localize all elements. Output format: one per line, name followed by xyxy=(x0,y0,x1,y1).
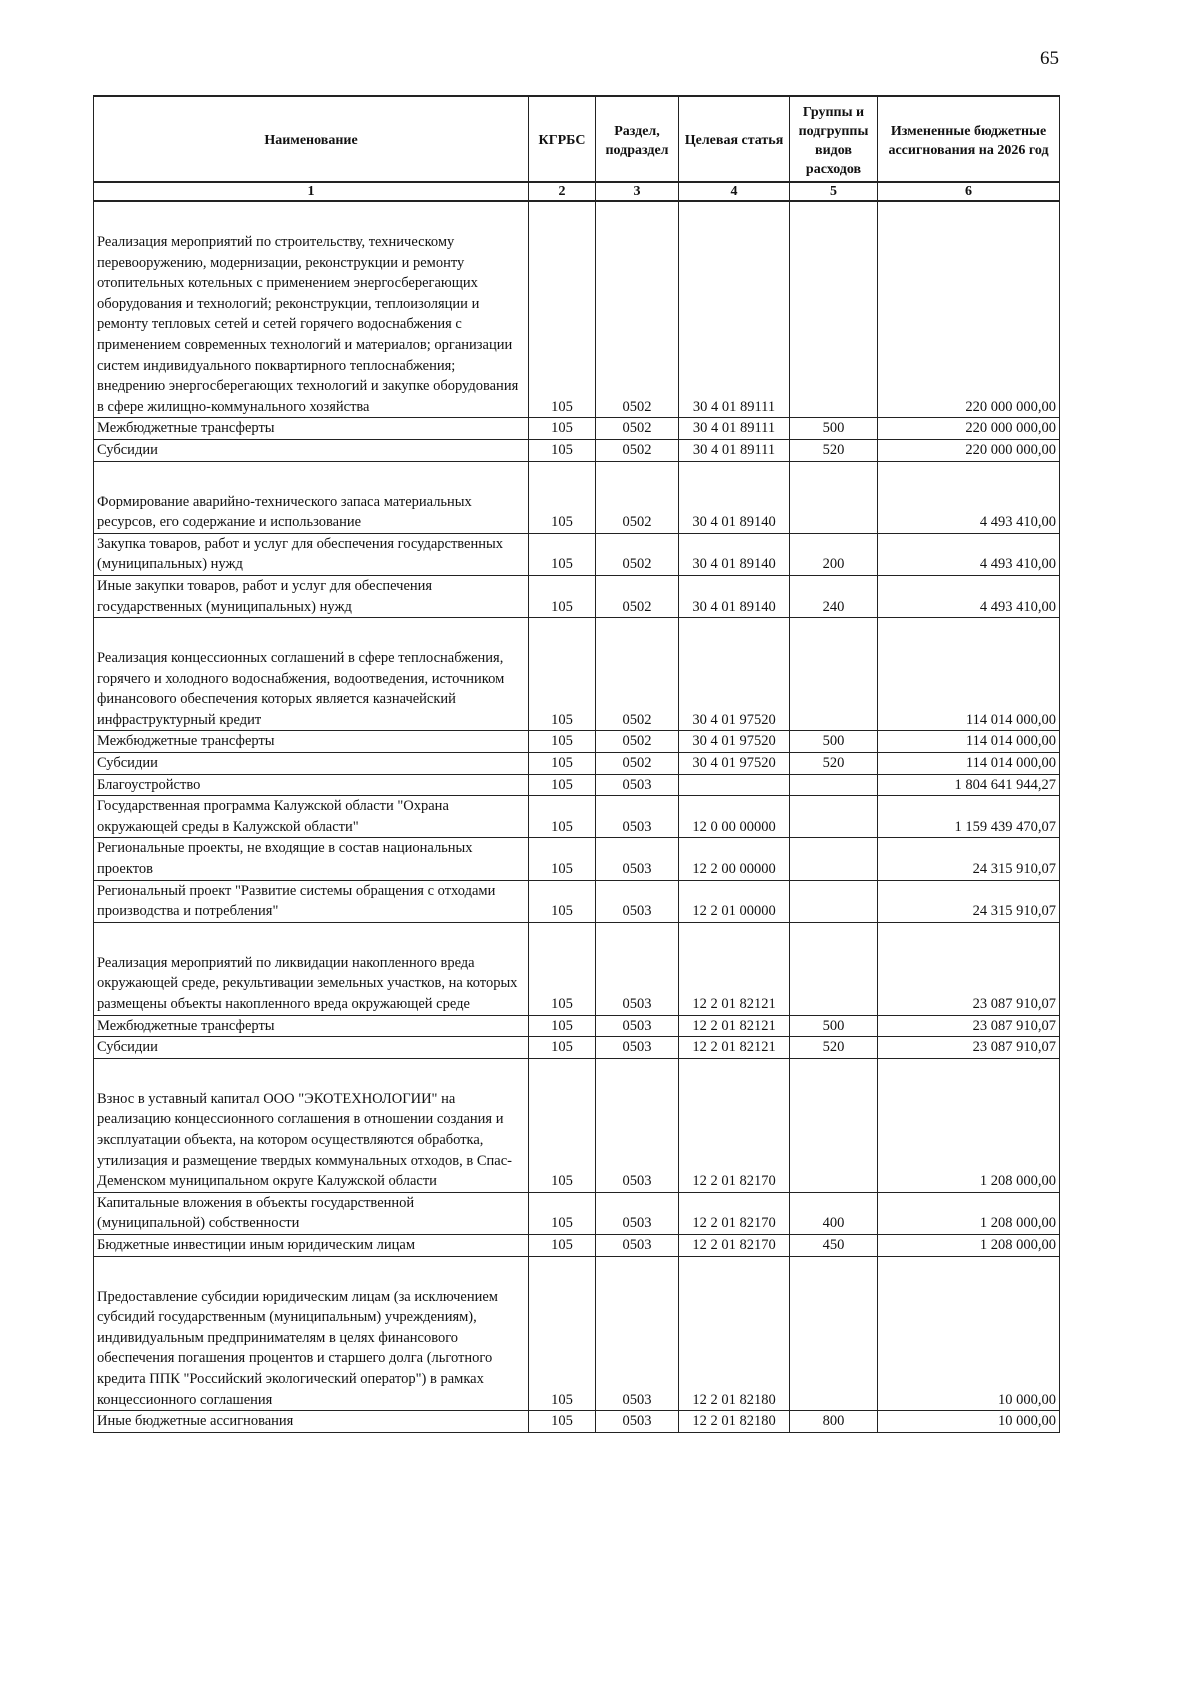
row-name: Реализация мероприятий по ликвидации накопленного вреда окружающей среде, рекультивации земельных участков, на которых размещены объекты накопленного вреда окружающей среде xyxy=(94,953,529,1015)
row-group: 500 xyxy=(790,418,878,440)
row-kgrbs: 105 xyxy=(529,232,596,418)
row-name: Формирование аварийно-технического запаса материальных ресурсов, его содержание и использование xyxy=(94,492,529,534)
row-amount: 23 087 910,07 xyxy=(878,1037,1060,1059)
row-name: Межбюджетные трансферты xyxy=(94,418,529,440)
row-section: 0502 xyxy=(596,648,679,731)
row-name: Реализация концессионных соглашений в сфере теплоснабжения, горячего и холодного водоснабжения, водоотведения, источником финансового обеспечения которых является казначейский инфраструктурный кредит xyxy=(94,648,529,731)
header-kgrbs: КГРБС xyxy=(529,96,596,182)
row-section: 0503 xyxy=(596,796,679,838)
row-section: 0502 xyxy=(596,232,679,418)
row-target: 12 2 01 00000 xyxy=(679,880,790,922)
column-number: 3 xyxy=(596,182,679,201)
header-name: Наименование xyxy=(94,96,529,182)
table-row xyxy=(94,838,1060,880)
row-amount: 1 208 000,00 xyxy=(878,1192,1060,1234)
row-name: Реализация мероприятий по строительству, техническому перевооружению, модернизации, реконструкции и ремонту отопительных котельных с применением энергосберегающих оборудования и технологий; реконструкции, теплоизоляции и ремонту тепловых сетей и сетей горячего водоснабжения с применением современных технологий и материалов; организации систем индивидуального поквартирного теплоснабжения; внедрению энергосберегающих технологий и закупке оборудования в сфере жилищно-коммунального хозяйства xyxy=(94,232,529,418)
row-target: 12 2 01 82170 xyxy=(679,1192,790,1234)
row-kgrbs: 105 xyxy=(529,731,596,753)
row-name: Межбюджетные трансферты xyxy=(94,731,529,753)
table-row xyxy=(94,880,1060,922)
row-target: 30 4 01 97520 xyxy=(679,731,790,753)
row-name: Капитальные вложения в объекты государственной (муниципальной) собственности xyxy=(94,1192,529,1234)
row-amount: 1 208 000,00 xyxy=(878,1089,1060,1192)
row-amount: 23 087 910,07 xyxy=(878,953,1060,1015)
row-section: 0503 xyxy=(596,1037,679,1059)
row-name: Региональный проект "Развитие системы обращения с отходами производства и потребления" xyxy=(94,880,529,922)
row-group xyxy=(790,1287,878,1411)
row-kgrbs: 105 xyxy=(529,533,596,575)
row-group xyxy=(790,838,878,880)
row-group xyxy=(790,774,878,796)
row-amount: 23 087 910,07 xyxy=(878,1015,1060,1037)
table-row xyxy=(94,418,1060,440)
row-kgrbs: 105 xyxy=(529,439,596,461)
row-section: 0503 xyxy=(596,838,679,880)
row-kgrbs: 105 xyxy=(529,648,596,731)
row-section: 0502 xyxy=(596,418,679,440)
column-number: 1 xyxy=(94,182,529,201)
row-name: Бюджетные инвестиции иным юридическим лицам xyxy=(94,1234,529,1256)
row-group: 500 xyxy=(790,1015,878,1037)
row-kgrbs: 105 xyxy=(529,753,596,775)
row-target: 30 4 01 97520 xyxy=(679,648,790,731)
row-group: 520 xyxy=(790,1037,878,1059)
row-group: 240 xyxy=(790,575,878,617)
column-number: 2 xyxy=(529,182,596,201)
table-row xyxy=(94,731,1060,753)
header-amount: Измененные бюджетные ассигнования на 2026 год xyxy=(878,96,1060,182)
row-amount: 24 315 910,07 xyxy=(878,880,1060,922)
row-group xyxy=(790,492,878,534)
page-number: 65 xyxy=(1040,48,1059,69)
row-kgrbs: 105 xyxy=(529,1089,596,1192)
row-kgrbs: 105 xyxy=(529,1037,596,1059)
row-kgrbs: 105 xyxy=(529,1287,596,1411)
row-target: 30 4 01 89140 xyxy=(679,492,790,534)
column-number-row xyxy=(94,182,1060,201)
column-number: 5 xyxy=(790,182,878,201)
row-amount: 4 493 410,00 xyxy=(878,533,1060,575)
row-section: 0503 xyxy=(596,1411,679,1433)
row-name: Субсидии xyxy=(94,439,529,461)
table-row xyxy=(94,753,1060,775)
row-group xyxy=(790,880,878,922)
table-row xyxy=(94,1192,1060,1234)
row-name: Иные закупки товаров, работ и услуг для обеспечения государственных (муниципальных) нужд xyxy=(94,575,529,617)
row-amount: 114 014 000,00 xyxy=(878,731,1060,753)
row-group: 500 xyxy=(790,731,878,753)
row-target: 12 2 01 82180 xyxy=(679,1287,790,1411)
row-amount: 4 493 410,00 xyxy=(878,575,1060,617)
row-section: 0502 xyxy=(596,533,679,575)
row-amount: 220 000 000,00 xyxy=(878,418,1060,440)
row-target xyxy=(679,774,790,796)
row-kgrbs: 105 xyxy=(529,880,596,922)
row-section: 0503 xyxy=(596,880,679,922)
table-row xyxy=(94,1234,1060,1256)
row-amount: 114 014 000,00 xyxy=(878,753,1060,775)
row-target: 12 2 01 82170 xyxy=(679,1234,790,1256)
row-name: Межбюджетные трансферты xyxy=(94,1015,529,1037)
row-amount: 10 000,00 xyxy=(878,1411,1060,1433)
header-group: Группы и подгруппы видов расходов xyxy=(790,96,878,182)
row-target: 12 2 01 82121 xyxy=(679,953,790,1015)
row-kgrbs: 105 xyxy=(529,774,596,796)
table-row xyxy=(94,774,1060,796)
row-section: 0503 xyxy=(596,1192,679,1234)
row-kgrbs: 105 xyxy=(529,1411,596,1433)
row-name: Субсидии xyxy=(94,1037,529,1059)
row-section: 0503 xyxy=(596,953,679,1015)
row-amount: 1 159 439 470,07 xyxy=(878,796,1060,838)
row-group xyxy=(790,1089,878,1192)
row-amount: 1 804 641 944,27 xyxy=(878,774,1060,796)
row-target: 30 4 01 97520 xyxy=(679,753,790,775)
row-kgrbs: 105 xyxy=(529,1015,596,1037)
row-group: 520 xyxy=(790,439,878,461)
row-target: 30 4 01 89140 xyxy=(679,575,790,617)
row-name: Субсидии xyxy=(94,753,529,775)
row-section: 0503 xyxy=(596,1287,679,1411)
table-row xyxy=(94,439,1060,461)
row-group xyxy=(790,232,878,418)
row-amount: 220 000 000,00 xyxy=(878,439,1060,461)
budget-table xyxy=(93,95,1060,1433)
row-section: 0502 xyxy=(596,575,679,617)
row-name: Благоустройство xyxy=(94,774,529,796)
row-name: Региональные проекты, не входящие в состав национальных проектов xyxy=(94,838,529,880)
row-section: 0502 xyxy=(596,731,679,753)
row-section: 0503 xyxy=(596,1234,679,1256)
row-target: 30 4 01 89111 xyxy=(679,232,790,418)
row-group: 800 xyxy=(790,1411,878,1433)
row-target: 12 2 00 00000 xyxy=(679,838,790,880)
row-amount: 220 000 000,00 xyxy=(878,232,1060,418)
row-name: Государственная программа Калужской области "Охрана окружающей среды в Калужской области" xyxy=(94,796,529,838)
row-group xyxy=(790,953,878,1015)
row-section: 0502 xyxy=(596,753,679,775)
row-amount: 4 493 410,00 xyxy=(878,492,1060,534)
row-section: 0503 xyxy=(596,774,679,796)
row-section: 0502 xyxy=(596,492,679,534)
table-row xyxy=(94,796,1060,838)
table-row xyxy=(94,648,1060,731)
row-target: 30 4 01 89140 xyxy=(679,533,790,575)
row-name: Предоставление субсидии юридическим лицам (за исключением субсидий государственным (муниципальным) учреждениям), индивидуальным предпринимателям в целях финансового обеспечения погашения процентов и старшего долга (льготного кредита ППК "Российский экологический оператор") в рамках концессионного соглашения xyxy=(94,1287,529,1411)
table-row xyxy=(94,1411,1060,1433)
table-row xyxy=(94,533,1060,575)
row-section: 0502 xyxy=(596,439,679,461)
header-row xyxy=(94,96,1060,182)
row-group: 450 xyxy=(790,1234,878,1256)
header-target: Целевая статья xyxy=(679,96,790,182)
row-group xyxy=(790,796,878,838)
row-amount: 24 315 910,07 xyxy=(878,838,1060,880)
row-section: 0503 xyxy=(596,1015,679,1037)
row-group xyxy=(790,648,878,731)
row-target: 12 2 01 82121 xyxy=(679,1037,790,1059)
row-section: 0503 xyxy=(596,1089,679,1192)
header-section: Раздел, подраздел xyxy=(596,96,679,182)
row-kgrbs: 105 xyxy=(529,1234,596,1256)
row-amount: 114 014 000,00 xyxy=(878,648,1060,731)
row-kgrbs: 105 xyxy=(529,796,596,838)
table-row xyxy=(94,1089,1060,1192)
column-number: 6 xyxy=(878,182,1060,201)
row-kgrbs: 105 xyxy=(529,838,596,880)
row-amount: 10 000,00 xyxy=(878,1287,1060,1411)
row-target: 12 0 00 00000 xyxy=(679,796,790,838)
row-target: 12 2 01 82170 xyxy=(679,1089,790,1192)
row-kgrbs: 105 xyxy=(529,1192,596,1234)
row-kgrbs: 105 xyxy=(529,492,596,534)
row-name: Взнос в уставный капитал ООО "ЭКОТЕХНОЛОГИИ" на реализацию концессионного соглашения в отношении создания и эксплуатации объекта, на котором осуществляются обработка, утилизация и размещение твердых коммунальных отходов, в Спас-Деменском муниципальном округе Калужской области xyxy=(94,1089,529,1192)
table-row xyxy=(94,1015,1060,1037)
row-kgrbs: 105 xyxy=(529,418,596,440)
row-name: Закупка товаров, работ и услуг для обеспечения государственных (муниципальных) нужд xyxy=(94,533,529,575)
row-target: 12 2 01 82180 xyxy=(679,1411,790,1433)
table-row xyxy=(94,953,1060,1015)
row-amount: 1 208 000,00 xyxy=(878,1234,1060,1256)
row-target: 30 4 01 89111 xyxy=(679,418,790,440)
row-name: Иные бюджетные ассигнования xyxy=(94,1411,529,1433)
row-group: 400 xyxy=(790,1192,878,1234)
table-row xyxy=(94,232,1060,418)
row-target: 30 4 01 89111 xyxy=(679,439,790,461)
table-row xyxy=(94,1287,1060,1411)
row-kgrbs: 105 xyxy=(529,953,596,1015)
row-group: 520 xyxy=(790,753,878,775)
row-kgrbs: 105 xyxy=(529,575,596,617)
row-target: 12 2 01 82121 xyxy=(679,1015,790,1037)
row-group: 200 xyxy=(790,533,878,575)
column-number: 4 xyxy=(679,182,790,201)
table-row xyxy=(94,492,1060,534)
table-row xyxy=(94,1037,1060,1059)
table-row xyxy=(94,575,1060,617)
